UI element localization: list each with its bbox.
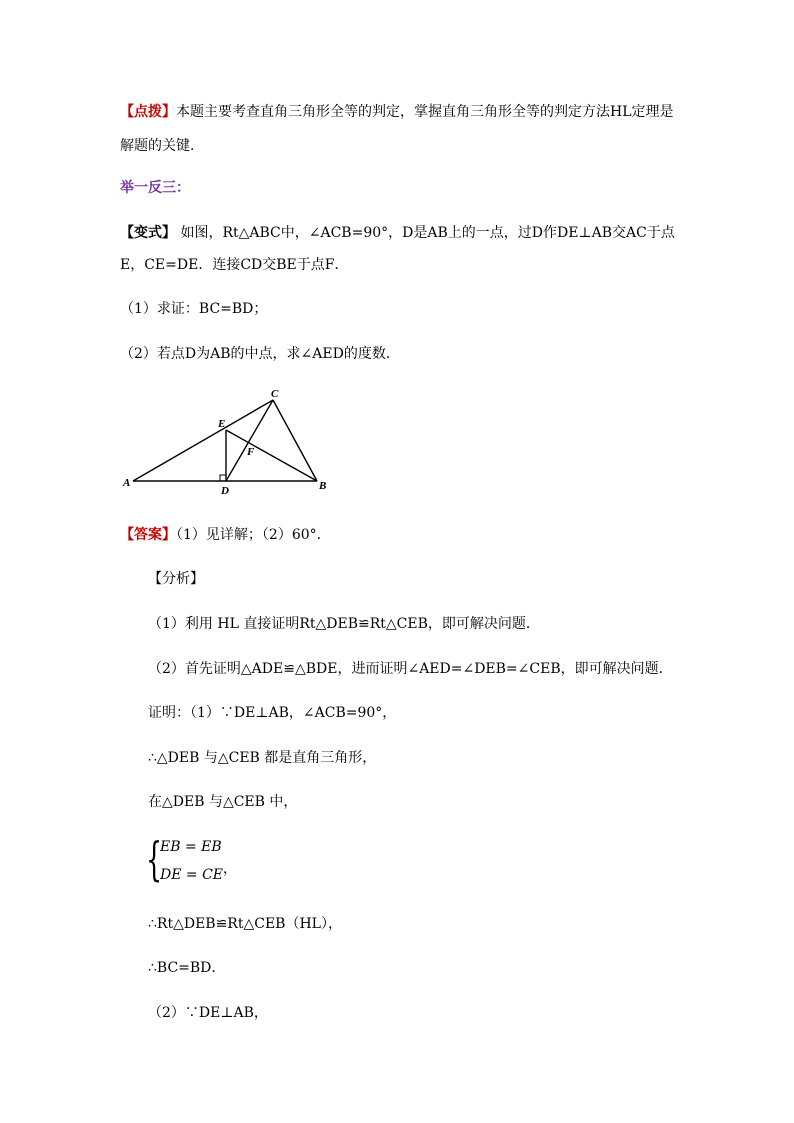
question-1: （1）求证：BC=BD； — [120, 301, 268, 317]
hint-tag: 【点拨】 — [120, 104, 176, 120]
hint-text-1: 本题主要考查直角三角形全等的判定，掌握直角三角形全等的判定方法HL定理是 — [176, 104, 674, 120]
label-d: D — [221, 485, 229, 497]
proof-line-3: 在△DEB 与△CEB 中， — [148, 794, 298, 810]
hint-line-1 — [120, 102, 674, 122]
analysis-tag: 【分析】 — [148, 571, 204, 587]
answer-line — [120, 525, 331, 545]
geometry-figure — [115, 385, 345, 500]
equation-1: EB = EB — [160, 839, 222, 855]
proof-line-6: （2）∵DE⊥AB， — [148, 1005, 268, 1021]
label-f: F — [247, 446, 255, 458]
segment-ac — [133, 400, 273, 481]
label-c: C — [271, 388, 279, 400]
hint-line-2: 解题的关键． — [120, 138, 204, 154]
variant-line-1 — [120, 223, 675, 243]
segment-cd — [226, 400, 273, 481]
section-title: 举一反三： — [120, 180, 190, 196]
analysis-p2: （2）首先证明△ADE≌△BDE，进而证明∠AED=∠DEB=∠CEB，即可解决问题． — [148, 661, 673, 677]
equation-2 — [160, 861, 238, 884]
proof-line-2: ∴△DEB 与△CEB 都是直角三角形， — [148, 750, 377, 766]
label-a: A — [123, 477, 131, 489]
variant-text-1: 如图，Rt△ABC中，∠ACB=90°，D是AB上的一点，过D作DE⊥AB交AC于点 — [176, 225, 675, 241]
equation-brace: { — [146, 832, 163, 886]
label-b: B — [319, 480, 327, 492]
variant-line-2: E，CE=DE．连接CD交BE于点F． — [120, 257, 349, 273]
variant-tag: 【变式】 — [120, 225, 176, 241]
analysis-p1: （1）利用 HL 直接证明Rt△DEB≌Rt△CEB，即可解决问题． — [148, 616, 540, 632]
question-2: （2）若点D为AB的中点，求∠AED的度数． — [120, 346, 400, 362]
equation-2-text: DE = CE — [160, 867, 224, 883]
answer-text: （1）见详解；（2）60°． — [176, 527, 331, 543]
proof-line-1: 证明：（1）∵DE⊥AB，∠ACB=90°， — [148, 705, 397, 721]
equation-suffix: ， — [223, 861, 238, 877]
proof-line-5: ∴BC=BD． — [148, 960, 226, 976]
right-angle-mark — [220, 475, 226, 481]
proof-line-4: ∴Rt△DEB≌Rt△CEB（HL）， — [148, 916, 342, 932]
answer-tag: 【答案】 — [120, 527, 176, 543]
label-e: E — [218, 418, 226, 430]
